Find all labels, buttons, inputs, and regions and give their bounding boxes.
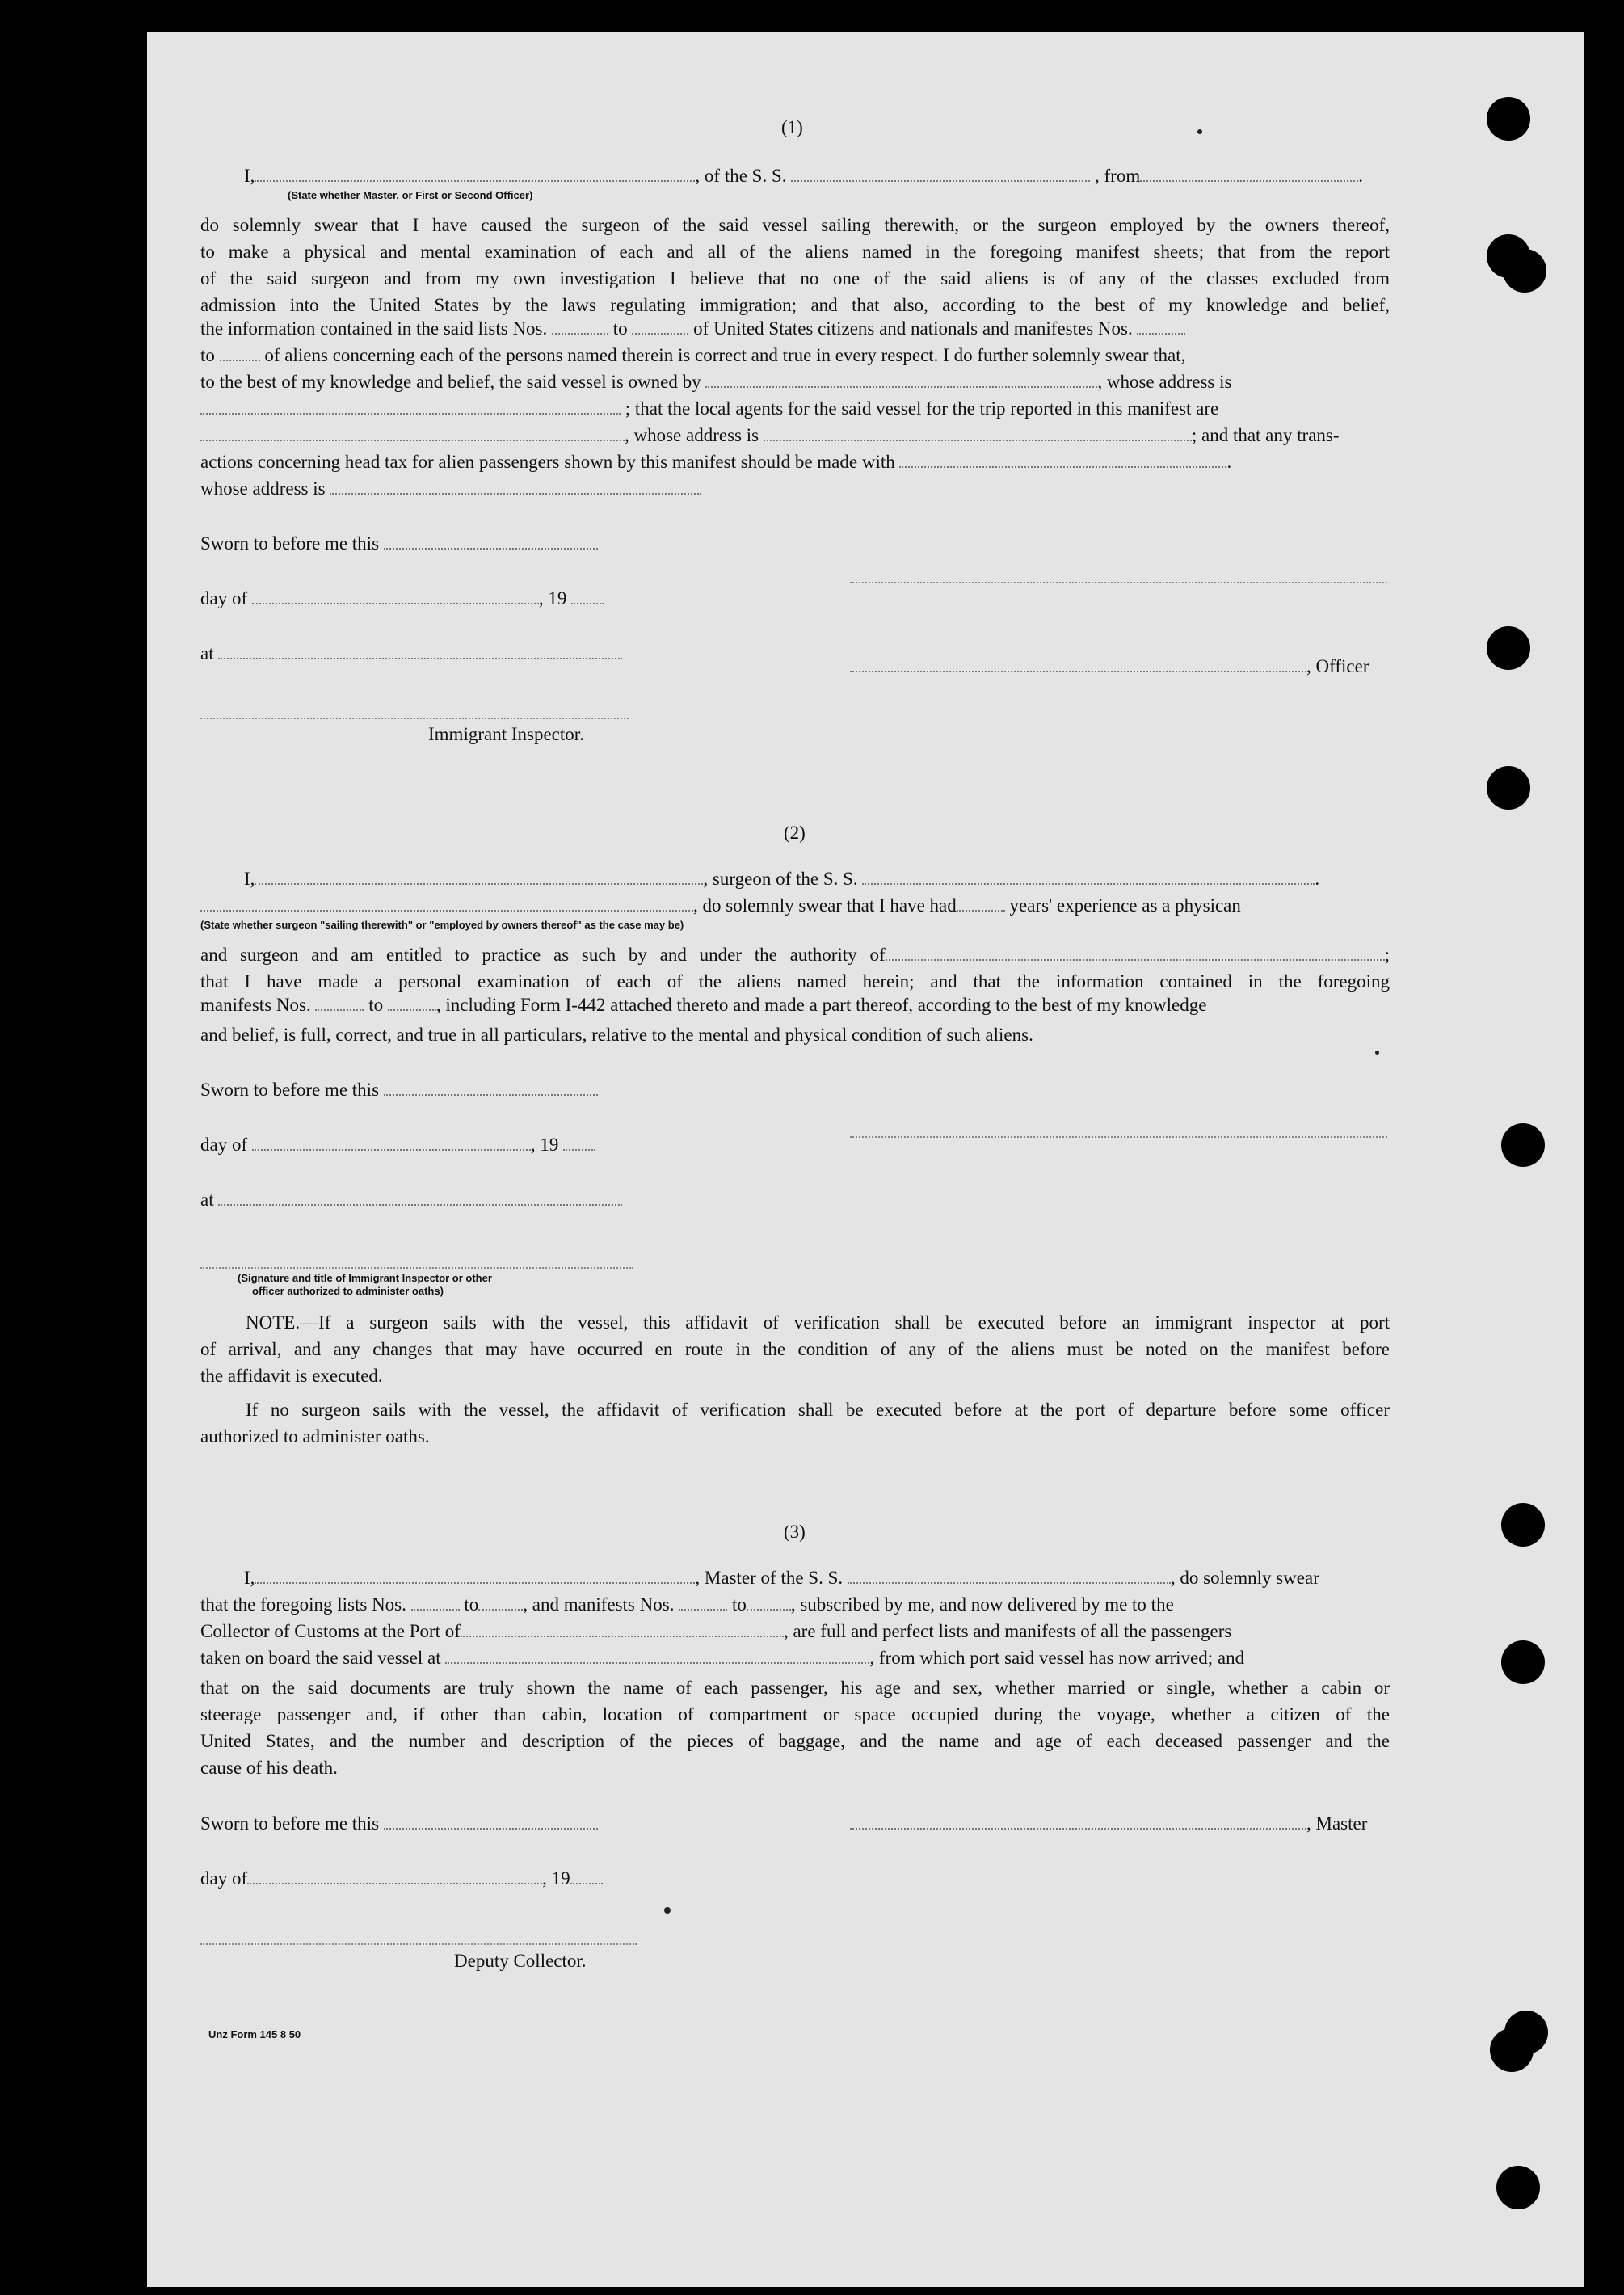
blank-owner-address: [200, 398, 621, 415]
immigrant-inspector-label: Immigrant Inspector.: [428, 724, 584, 744]
section-2-swear-line: , do solemnly swear that I have had years' experience as a physican: [200, 895, 1241, 916]
section-1-actions-line: actions concerning head tax for alien passengers shown by this manifest should be made with .: [200, 452, 1232, 472]
officer-note: (State whether Master, or First or Second Officer): [288, 189, 533, 201]
section-3-body-line: cause of his death.: [200, 1758, 338, 1778]
blank-head-tax-address: [330, 478, 701, 495]
blank-master-name: [255, 1568, 695, 1584]
punch-hole: [1487, 766, 1530, 810]
section-2-intro-line: I, , surgeon of the S. S. .: [244, 869, 1320, 889]
blank-officer-signature: [850, 656, 1306, 672]
section-3-body-line: that on the said documents are truly shown the name of each passenger, his age and sex, whether married or single, whether a cabin or: [200, 1678, 1390, 1698]
punch-hole: [1487, 97, 1530, 141]
section-1-officer: , Officer: [850, 656, 1369, 677]
signature-line-inspector-2: [200, 1267, 633, 1269]
section-1-to-line: to of aliens concerning each of the persons named therein is correct and true in every respect. I do further solemnly swear that,: [200, 345, 1186, 365]
note-line: authorized to administer oaths.: [200, 1426, 430, 1446]
blank-at-place: [218, 643, 622, 659]
signature-line-collector: [200, 1943, 637, 1945]
section-2-at: at: [200, 1190, 622, 1211]
blank-surgeon-name: [255, 869, 703, 885]
blank-year-3: [570, 1868, 603, 1884]
blank-lists-from: [411, 1594, 460, 1611]
section-3-lists-line: that the foregoing lists Nos. to , and manifests Nos. to , subscribed by me, and now delivered by me to the: [200, 1594, 1174, 1615]
blank-agents: [200, 425, 625, 441]
section-1-whose-line: whose address is: [200, 478, 701, 499]
section-3-intro-line: I, , Master of the S. S. , do solemnly swear: [244, 1568, 1319, 1588]
signature-line-inspector: [200, 718, 629, 719]
note-line: NOTE.—If a surgeon sails with the vessel, this affidavit of verification shall be executed before an immigrant inspector at port: [246, 1312, 1390, 1333]
section-2-day-of: day of , 19: [200, 1135, 595, 1156]
blank-master-signature: [850, 1813, 1306, 1830]
punch-hole: [1501, 1503, 1545, 1547]
punch-hole: [1487, 626, 1530, 670]
signature-note-1: (Signature and title of Immigrant Inspector or other: [238, 1272, 492, 1284]
blank-vessel-name-3: [848, 1568, 1171, 1584]
blank-officer-name: [255, 166, 695, 182]
signature-line-surgeon: [850, 1136, 1387, 1138]
punch-hole: [1503, 249, 1546, 293]
blank-day-of-3: [247, 1868, 542, 1884]
blank-sworn-date: [384, 533, 598, 550]
blank-from-port: [1140, 166, 1358, 182]
section-3-master: , Master: [850, 1813, 1367, 1834]
section-1-owned-line: to the best of my knowledge and belief, the said vessel is owned by , whose address is: [200, 372, 1232, 392]
section-2-number: (2): [784, 823, 806, 843]
section-2-authority-line: and surgeon and am entitled to practice as such by and under the authority of ;: [200, 945, 1390, 965]
section-1-body-line: do solemnly swear that I have caused the surgeon of the said vessel sailing therewith, or the surgeon employed by the owners thereof,: [200, 215, 1390, 235]
section-1-agents-line: ; that the local agents for the said vessel for the trip reported in this manifest are: [200, 398, 1218, 419]
speck: [1197, 129, 1202, 134]
punch-hole: [1501, 1123, 1545, 1167]
blank-manifests-from: [315, 995, 364, 1011]
blank-sworn-date-3: [384, 1813, 598, 1830]
section-1-body-line: of the said surgeon and from my own investigation I believe that no one of the said aliens is of any of the classes excluded from: [200, 268, 1390, 288]
blank-manifests-to-3: [747, 1594, 791, 1611]
blank-day-of: [252, 588, 539, 604]
section-2-sworn: Sworn to before me this: [200, 1080, 598, 1101]
blank-head-tax: [899, 452, 1226, 468]
blank-authority: [886, 945, 1385, 961]
section-1-body-line: to make a physical and mental examination of each and all of the aliens named in the foregoing manifest sheets; that from the report: [200, 242, 1390, 262]
section-3-sworn: Sworn to before me this: [200, 1813, 598, 1834]
blank-agent-address: [764, 425, 1192, 441]
form-footer: Unz Form 145 8 50: [208, 2028, 301, 2040]
signature-note-2: officer authorized to administer oaths): [252, 1285, 444, 1297]
blank-port: [461, 1621, 784, 1637]
note-line: If no surgeon sails with the vessel, the affidavit of verification shall be executed before at the port of departure before some officer: [246, 1400, 1390, 1420]
blank-manifest-no: [1137, 318, 1185, 335]
speck: [664, 1907, 671, 1914]
blank-vessel-name-2: [862, 869, 1315, 885]
section-1-sworn: Sworn to before me this: [200, 533, 598, 554]
section-2-made-line: that I have made a personal examination of each of the aliens named herein; and that the information contained in the foregoing: [200, 971, 1390, 992]
blank-manifest-to: [220, 345, 260, 361]
section-3-body-line: steerage passenger and, if other than cabin, location of compartment or space occupied during the voyage, whether a citizen of the: [200, 1704, 1390, 1724]
blank-year-2: [563, 1135, 595, 1151]
note-line: of arrival, and any changes that may have occurred en route in the condition of any of the aliens must be noted on the manifest before: [200, 1339, 1390, 1359]
note-line: the affidavit is executed.: [200, 1366, 383, 1386]
section-1-number: (1): [781, 117, 803, 137]
punch-hole: [1501, 1640, 1545, 1684]
section-2-manifests-line: manifests Nos. to , including Form I-442 attached thereto and made a part thereof, according to the best of my knowledge: [200, 995, 1207, 1015]
surgeon-note: (State whether surgeon "sailing therewith" or "employed by owners thereof" as the case may be): [200, 919, 684, 931]
blank-years: [957, 895, 1005, 912]
blank-manifests-from-3: [679, 1594, 727, 1611]
section-1-body-line: admission into the United States by the laws regulating immigration; and that also, according to the best of my knowledge and belief,: [200, 295, 1390, 315]
blank-day-of-2: [252, 1135, 531, 1151]
section-1-intro-line: I, , of the S. S. , from .: [244, 166, 1363, 186]
section-1-at: at: [200, 643, 622, 664]
blank-surgeon-status: [200, 895, 693, 912]
blank-vessel-name: [791, 166, 1090, 182]
punch-hole: [1496, 2166, 1540, 2209]
blank-list-to: [632, 318, 688, 335]
blank-at-place-2: [218, 1190, 622, 1206]
blank-sworn-date-2: [384, 1080, 598, 1096]
section-3-taken-line: taken on board the said vessel at , from which port said vessel has now arrived; and: [200, 1648, 1245, 1668]
form-page: [147, 32, 1584, 2287]
blank-manifests-to: [388, 995, 436, 1011]
section-1-address-line: , whose address is ; and that any trans-: [200, 425, 1340, 446]
deputy-collector-label: Deputy Collector.: [454, 1951, 587, 1971]
punch-hole: [1490, 2028, 1534, 2072]
section-3-body-line: United States, and the number and description of the pieces of baggage, and the name and age of each deceased passenger and the: [200, 1731, 1390, 1751]
blank-lists-to: [478, 1594, 523, 1611]
section-1-day-of: day of , 19: [200, 588, 604, 609]
speck: [1375, 1051, 1379, 1055]
section-3-day-of: day of , 19: [200, 1868, 603, 1889]
section-2-belief-line: and belief, is full, correct, and true in all particulars, relative to the mental and physical condition of such aliens.: [200, 1025, 1033, 1045]
section-3-collector-line: Collector of Customs at the Port of , are full and perfect lists and manifests of all the passengers: [200, 1621, 1232, 1641]
blank-boarding-port: [445, 1648, 869, 1664]
blank-owner: [705, 372, 1097, 388]
blank-year: [571, 588, 604, 604]
section-1-nos-line: the information contained in the said lists Nos. to of United States citizens and nationals and manifestes Nos.: [200, 318, 1185, 339]
blank-list-from: [552, 318, 608, 335]
signature-line-officer: [850, 582, 1387, 583]
section-3-number: (3): [784, 1522, 806, 1542]
